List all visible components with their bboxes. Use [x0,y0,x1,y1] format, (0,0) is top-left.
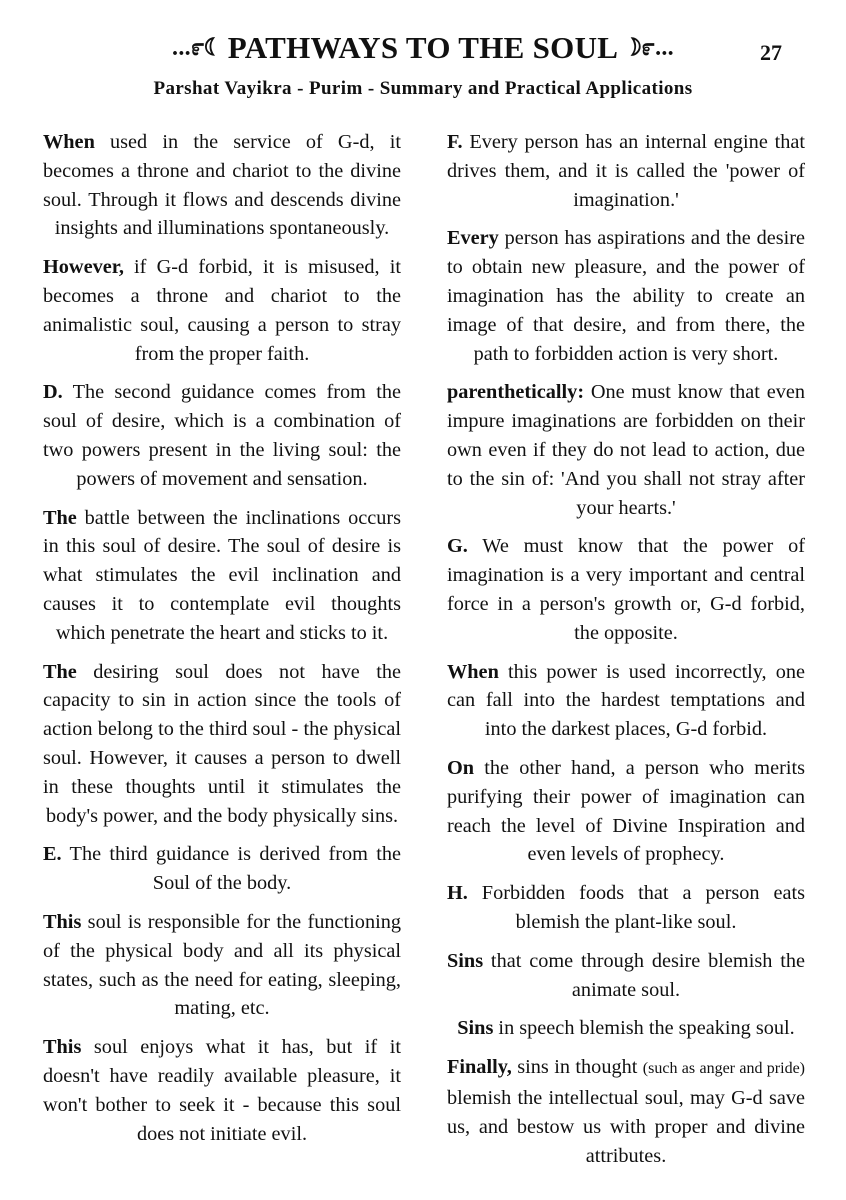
paragraph: Finally, sins in thought (such as anger and pride) blemish the intellectual soul, may G-d save us, and bestow us with proper and divine attributes. [447,1056,805,1167]
paragraph: The battle between the inclinations occurs in this soul of desire. The soul of desire is what stimulates the evil inclination and causes it to contemplate evil thoughts which penetrate the heart and sticks to it. [43,506,401,644]
paragraph: When this power is used incorrectly, one can fall into the hardest temptations and into the darkest places, G-d forbid. [447,660,805,741]
title-line [0,30,846,66]
paragraph: Sins in speech blemish the speaking soul. [457,1017,795,1040]
paragraph: This soul is responsible for the functioning of the physical body and all its physical states, such as the need for eating, sleeping, mating, etc. [43,910,401,1020]
paragraph: Sins that come through desire blemish the animate soul. [447,949,805,1001]
paragraph: H. Forbidden foods that a person eats blemish the plant-like soul. [447,882,805,933]
page-title: PATHWAYS TO THE SOUL [227,30,619,65]
paragraph: When used in the service of G-d, it becomes a throne and chariot to the divine soul. Through it flows and descends divine insights and illuminations spontaneously. [43,131,401,240]
paragraph: Every person has aspirations and the desire to obtain new pleasure, and the power of imagination has the ability to create an image of that desire, and from there, the path to forbidden action is very short. [447,227,805,365]
page-subtitle: Parshat Vayikra - Purim - Summary and Practical Applications [153,78,693,99]
ornament-right-icon: ☽೯... [624,34,674,61]
left-column [43,128,401,1158]
paragraph: F. Every person has an internal engine that drives them, and it is called the 'power of imagination.' [447,131,805,211]
ornament-left-icon: ...೯☾ [172,34,222,61]
page-header [0,30,846,66]
paragraph: E. The third guidance is derived from the Soul of the body. [43,843,401,895]
paragraph: On the other hand, a person who merits purifying their power of imagination can reach the level of Divine Inspiration and even levels of prophecy. [447,756,805,866]
paragraph: parenthetically: One must know that even impure imaginations are forbidden on their own even if they do not lead to action, due to the sin of: 'And you shall not stray after your hearts.' [447,381,805,519]
page-number: 27 [760,40,782,65]
paragraph: This soul enjoys what it has, but if it doesn't have readily available pleasure, it won't bother to seek it - because this soul does not initiate evil. [43,1036,401,1145]
paragraph: The desiring soul does not have the capacity to sin in action since the tools of action belong to the third soul - the physical soul. However, it causes a person to dwell in these thoughts until it stimulates the body's power, and the body physically sins. [43,660,401,827]
paragraph: However, if G-d forbid, it is misused, it becomes a throne and chariot to the animalistic soul, causing a person to stray from the proper faith. [43,256,401,365]
paragraph: D. The second guidance comes from the soul of desire, which is a combination of two powers present in the living soul: the powers of movement and sensation. [43,381,401,490]
parenthetical-note: (such as anger and pride) [642,1060,805,1078]
paragraph: G. We must know that the power of imagination is a very important and central force in a person's growth or, G-d forbid, the opposite. [447,535,805,644]
right-column [447,128,805,1180]
